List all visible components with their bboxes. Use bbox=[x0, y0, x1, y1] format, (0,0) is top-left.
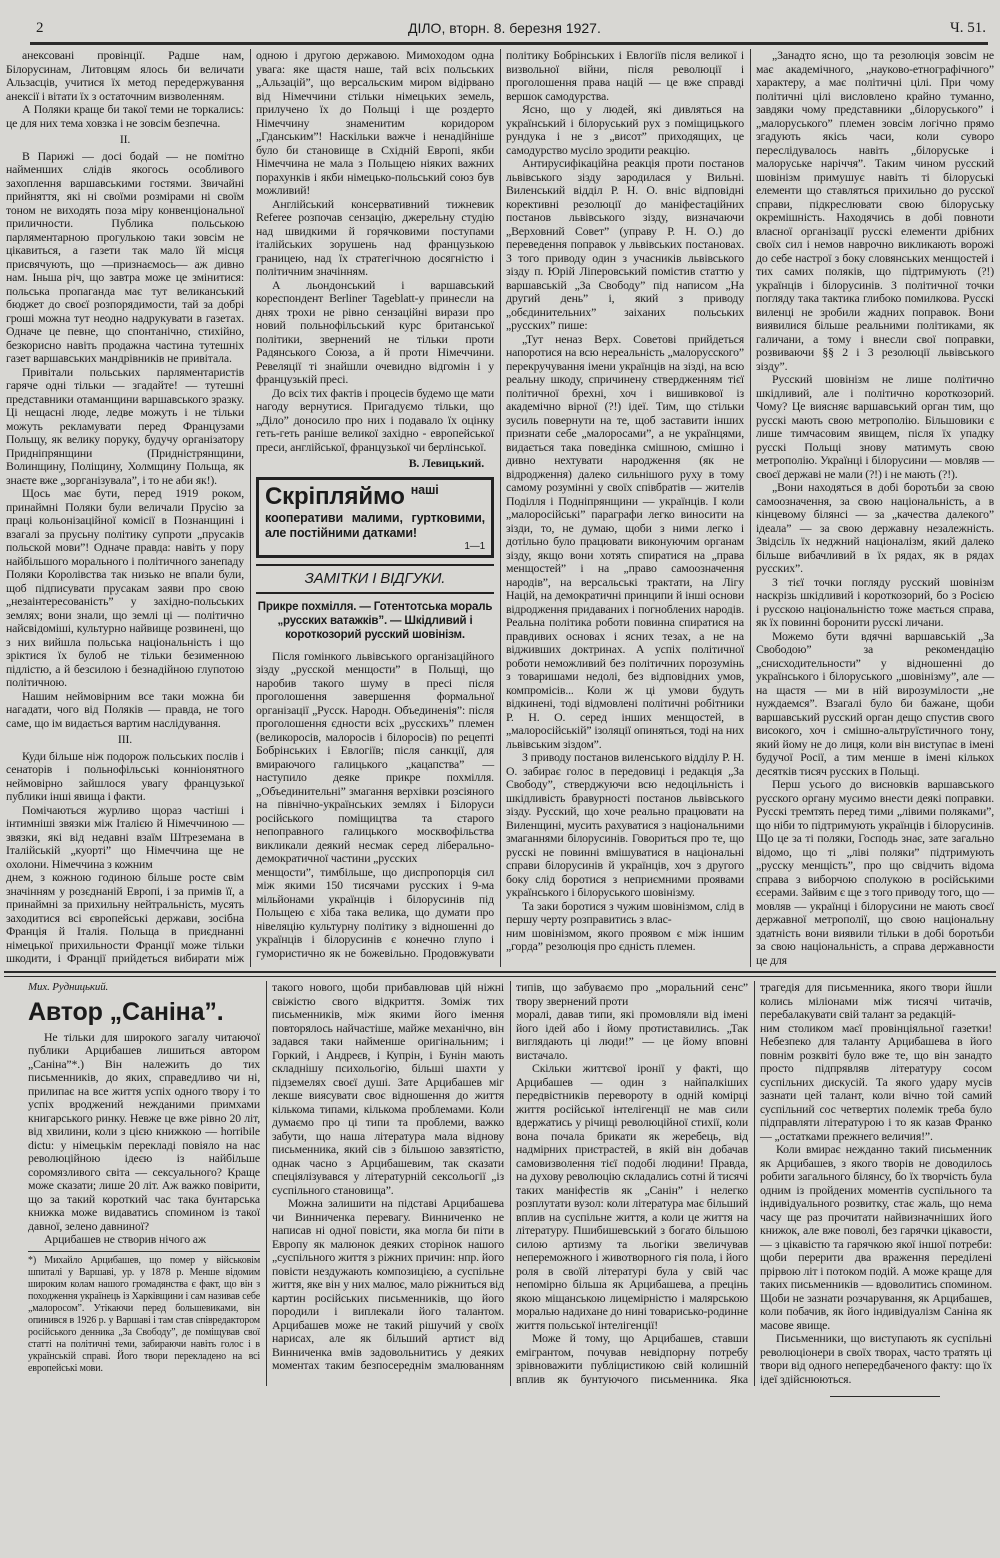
paragraph: Русский шовінізм не лише політично шкідливий, але і політично короткозорий. Чому? Це виясняє варшавський орган тим, що русскі мають свою метрополію. Більшовики є лише тимчасовим явищем, після їх упадку русскі Польщі знову матимуть свою метрополію. Українці і білорусини — мовляв — своєї державі не мали (?!) і не мають (?!). bbox=[756, 372, 994, 481]
paragraph: Ясно, що у людей, які дивляться на український і білоруський рух з поміщицького рундука і не з „висот” приходящих, це самодурство мусіло зродити реакцію. bbox=[506, 102, 744, 157]
page-number: 2 bbox=[36, 20, 44, 36]
paragraph: В Парижі — досі бодай — не помітно найменших слідів якогось особливого захоплення варшавськими гостями. Звичайні прийняття, які ні своїми розмірами ні своїм тоном не виходять поза міру конвенціональної приличности. Публика польською парляментарною прогулькою таки зовсім не цікавиться, а газети так мало їй місця присвячують, що —признаємось— аж дивно нам. Іньша річ, що завтра може це змінитися: польська пропаганда має тут великанський бюджет до своєї розпорядимости, тай за добрі гроші можна тут неодно надрукувати в газетах. Одначе це певне, що спонтанічно, стихійно, безкорисно навіть продажна частина тутешніх газет варшавських мандрівників не привітала. bbox=[6, 148, 244, 365]
footnote: *) Михайло Арцибашев, що помер у військовім шпиталі у Варшаві, ур. у 1878 р. Менше відомим широким колам нашого громадянства є факт, що він з походження українець із Харківщини і сам називав себе „малоросом”. Утікаючи перед большевиками, він опинився в 1926 р. у Варшаві і там став співредактором російського денника „За Свободу”, де поміщував свої статті на політичні теми, забираючи навіть голос і в українській справі. Його твори перекладено на всі европейські мови. bbox=[28, 1251, 260, 1375]
paragraph: Антирусифікаційна реакція проти постанов львівського зізду зародилася у Вильні. Виленський відділ Р. Н. О. вніс відповідні корективні резолюції до маніфестаційних постанов львівського зізду, визначаючи „Верховний Совет” (управу Р. Н. О.) до переведення поправок у львівських постановах. З того приводу один з учасників львівського зізду п. Юрій Ліперовський помістив статтю у варшавській „За Свободу” під написом „На другий день” і, який з приводу „обєдинительних” заіханих польських „русских” пише: bbox=[506, 156, 744, 332]
paragraph: Не тільки для широкого загалу читаючої публики Арцибашев лишиться автором „Саніна”*.) Він належить до тих письменників, до яких, справедливо чи ні, прилипає на все життя успіх одного твору і то успіх вроджений нежданими примхами книгарського ринку. Невже це вже рівно 20 літ, від хвилини, коли з цією книжкою — horribile dictu: у німецькім перекладі повіяло на нас революційною ідеєю із найбільше соромязливого світа — сексуального? Краще може сказати; лише 20 літ. Аж важко повірити, що за такий короткий час така бунтарська книжка може видаватись спомином із такої давної, зелено давниної? bbox=[28, 1029, 260, 1233]
paragraph: Привітали польських парляментаристів гаряче одні тільки — згадайте! — тутешні представники отаманщини варшавського зразку. Ці нещасні люде, ледве можуть і не тільки можуть рекламувати перед Французами Польщу, як велику поруку, будучу організатору Придніпрянщини (Придністрянщини, Волинщину, Поліщину, Холмщину Польща, як знаєте вже „зорганізувала”, і то не аби як!). bbox=[6, 364, 244, 487]
paragraph: До всіх тих фактів і процесів будемо ще мати нагоду вернутися. Пригадуємо тільки, що „Діло” доносило про них і подавало їх оцінку геть-геть раніше великої західно - европейської преси, англійської, французької чи берлінської. bbox=[256, 385, 494, 454]
section-header: ЗАМІТКИ І ВІДГУКИ. bbox=[256, 564, 494, 594]
subheadline: Прикре похмілля. — Готентотська мораль „русских ватажків”. — Шкідливий і короткозорий русский шовінізм. bbox=[257, 600, 493, 641]
masthead bbox=[0, 0, 1000, 42]
paragraph: „Тут неназ Верх. Советові прийдеться напоротися на всю нереальність „малорусского” перекручування імени українців на зізді, на всю реальну шкоду, спричинену ствердженням тієї політичної брехні, хоч і вишивкової із академічно вірної (?!) ідеї. Тим, що стільки зусиль повернути на те, щоб заставити інших признати себе „малоросами”, а не українцями, видається така поведінка смішною, смішно і дивно нехтувати народження (як не відродження) далеко сильнішого руху в тому самому розумінні у своїх співбратів — жителів Поділля і Подніпрянщини — українців. І коли „малоросійські” параграфи легко виносити на зізди, то, не думаю, щоби з ними легко і дотільно було працювати виконуючим органам зізду, якщо вони хотять спиратися на „права менщостей” і на „право самоозначення народів”, на версальські трактати, на Лігу Націй, на демократичні принципи й інші основи відродження придаваних і погноблених народів. Реальна політика роботи повинна спиратися на правдивих основах і ясних тезах, а не на відживших доктринах. А успіх політичної роботи неможливий без політичних порозумінь з товаришами недолі, без відповідних умов, компромісів... Коли ж ці умови будуть відкинені, тоді відмовлені політичні робітники Р. Н. О. серед інших менщостей, в „малоросійській” ізоляції опиняться, тоді на них львівським зіздом”. bbox=[506, 331, 744, 751]
paragraph: „Вони находяться в добі боротьби за свою самоозначення, за свою національність, а в кінцевому білянсі — за „качества далекого” ідеала” — за свою державну незалежність. Звідсіль їх неджний націоналізм, який далеко більше вибачливий в їх рядах, як в рядах русских”. bbox=[756, 480, 994, 575]
section-rule bbox=[4, 971, 996, 973]
paragraph: Скільки життєвої іронії у факті, що Арцибашев — один з найпалкіших передвістників перевороту в одній комірці життя російської інтелігенції не мав сили вдержатись у річищі революційної стихії, коли вона почала брикати як жеребець, від надмірних пристрастей, в якій він добачав самовизволення тієї подобі людини! Правда, на духову революцію складались сотні й тисячі таких маніфестів як „Санін” і нелегко розплутати вузол: коли література має більший вплив на суспільне життя, а коли це життя на літературу. Пшибишевський з богато більшою силою артизму та льогіки звеличував непереможного і животворного гія пола, і його роля в своїй літературі була у свій час непомірно більша як Арцибашева, а прецінь якою міщанською лицемірністю і малярською моралью надихане до нині товарисько-родинне життя польської інтелігенції! bbox=[516, 1061, 748, 1332]
paragraph: А Поляки краще би такої теми не торкались: це для них тема ховзка і не зовсім безпечна. bbox=[6, 102, 244, 130]
newspaper-title-date: ДІЛО, вторн. 8. березня 1927. bbox=[408, 20, 601, 36]
byline: Мих. Рудницький. bbox=[28, 981, 109, 993]
paragraph: Коли вмирає нежданно такий письменник як Арцибашев, з якого творів не доводилось робити загального білянсу, бо їх творчість була одним із пройдених моментів суспільного та індивідуального розвитку, стає жаль, що нема часу ще раз прочитати найвизначніших його книжок, але вже поволі, без гарячки цікавости, — з цікавістю та гарячкою якої іншої потреби: щоби перерити два враження переділені прірвою літ і потоком подій. А може краще для таких письменників — вдоволитись спомином. Щоби не зазнати розчарування, як Арцибашев, коли побачив, як його індивідуалізм Саніна як масове явище. bbox=[760, 1142, 992, 1332]
section-number: III. bbox=[117, 732, 133, 746]
ad-text: наші кооперативи малими, гуртковими, але постійними датками! bbox=[265, 482, 485, 540]
signature: В. Левицький. bbox=[408, 456, 484, 470]
paragraph: ним столиком маєї провінціяльної газетки! Небезпеко для таланту Арцибашева в його повнім розквіті було вже те, що він занадто просто підпрявляв літературу сосом суспільних дискусій. Та якого удару мусів зазнати цей талант, коли вічно той самий суспільний сос четвертих полемік треба було підправляти літературою і то як казав Франко — „остатками прежнего величия!”. bbox=[760, 1020, 992, 1143]
article-title: Автор „Саніна”. bbox=[28, 997, 224, 1026]
paragraph: Арцибашев не створив нічого аж bbox=[44, 1232, 206, 1246]
paragraph: З тієї точки погляду русский шовінізм наскрізь шкідливий і короткозорий, бо з Росією і русскою національністю тоже мається справа, як їх повинні боронити русскі личани. bbox=[756, 574, 994, 629]
paragraph: Після гомінкого львівського організаційного зізду „русской менщости” в Польщі, що наробив такого шуму в пресі після проголошення завершення формальної організації „Русск. Народн. Объединенія”: після проголошення єдности всіх „русскихъ” племен (великоросів, малоросів і білоросів) по рецепті Бобрінських і Евлогіїв; після санкції, для вмираючого галицького „кацапства” — наступило деяке прикре похмілля. „Объединительні” змагання верхівки розсіяного на північно-українських землях і Білоруси російського поміщицтва та старого непоправного галицького москвофільства викликали деякий несмак серед ліберально-демократичної частини „русских bbox=[256, 648, 494, 865]
paragraph: Може й тому, що Арцибашев, ставши емігрантом, почував невідпорну потребу зрівноважити публіцистикою свій колишній вплив як бунтуючого письменника. Яка трагедія для письменника, якого твори йшли колись міліонами між тисячі читачів, перебалакувати свій талант за редакцій- bbox=[516, 980, 992, 1386]
paragraph: ним шовінізмом, якого проявом є між іншим „горда” резолюція про єдність племен. bbox=[506, 925, 744, 953]
paragraph: менщости”, тимбільше, що диспропорція сил між якими 150 тисячами русских і 9-ма мільйонами українців і білорусинів під Польщею є хіба така велика, що думати про нівеляцію культурну політику з відношенні до українців і білорусинів є конечно глупо і гумористично як не божевільно. Продовжувати політику Бобрінських і Евлогіїв після великої і визвольної війни, після революції і проголошення права націй — це вже справді вершок самодурства. bbox=[256, 48, 744, 960]
ad-number: 1—1 bbox=[464, 540, 485, 552]
paragraph: Та заки боротися з чужим шовінізмом, слід в першу черту розправитись з влас- bbox=[506, 898, 744, 926]
paragraph: А льондонський і варшавський кореспондент Berliner Tageblatt-у принесли на днях трохи не рівно сензаційні вирази про новий польнофільський курс британської політики, звернений не тільки проти Радянського Союза, а й проти Німеччини. Ревеляції ті знайшли очевидно відгомін і у французькій пресі. bbox=[256, 277, 494, 386]
paragraph: моралі, давав типи, які промовляли від імені його ідей або і йому протиставились. „Так виглядають ці люди!” — це йому вповні вистачало. bbox=[516, 1007, 748, 1062]
issue-number: Ч. 51. bbox=[950, 20, 986, 36]
cooperative-ad bbox=[256, 477, 494, 558]
paragraph: Англійський консервативний тижневик Referee розпочав сензацію, джерельну студію над швидкими й горячковими поступами італійських зорушень над французькою границею, над їх стратегічною досягністю і політичним значінням. bbox=[256, 196, 494, 278]
paragraph: Можна залишити на підставі Арцибашева чи Винниченка перевагу. Винниченко не написав ні одної повісти, яка могла би піти в Европу як малюнок деяких сторінок нашого „суспільного життя з ріжних причин: нпр. його повісти нездужають композицією, а суспільне життя, яке він у них малює, мало ріжниться від картин російських письменників, що його породили і виплекали його талантом. Арцибашев може не такий рішучий у своїх нарисах, але як більший артист від Винниченка вмів задовольнитись у деяких моментах таким безпосереднім змалюванням типів, що забуваємо про „моральний сенс” твору звернений проти bbox=[272, 980, 748, 1372]
paragraph: „Занадто ясно, що та резолюція зовсім не має академічного, „науково-етнографічного” характеру, а має політичні цілі. При чому політичні цілі висловлено крайно туманно, завдяки чому представники „білоруського” і „малоруського” племен зовсім логічно прямо згадують якісь часи, коли суворо переслідувалось навіть „білоруське і малоруське наріччя”. Таким чином русский шовінізм примушує навіть ті білоруські елементи що ставляться прихильно до русскої справи, підкреслювати свою білоруську окремішність. Находячись в добі повноти власної організації русскі елементи дрібних своїх сил і немов наврочно викликають ворожі до себе настрої з боку словянських менщостей і тих самих поляків, що підтримують (?!) українців і білорусинів. З політичної точки погляду така тактика глибоко помилкова. Русскі виленці не зробили жадних поправок. Вони виявилися більше реальними політиками, як галичани, а тому і внесли свої поправки, розвиваючи §§ 2 і 3 резолюції львівського зізду”. bbox=[756, 48, 994, 373]
paragraph: Нашим неймовірним все таки можна би нагадати, чого від Поляків — правда, не того саме, що ім видається вартим наслідування. bbox=[6, 688, 244, 730]
paragraph: анексовані провінції. Радше нам, Білорусинам, Литовцям ялось би величати Альзасців, учитися їх метод передержування анексії і вітати їх з остаточним визволенням. bbox=[6, 48, 244, 103]
bottom-section-columns bbox=[0, 977, 1000, 1386]
paragraph: З приводу постанов виленського відділу Р. Н. О. забирає голос в передовиці і редакція „За Свободу”, стверджуючи всю недоцільність і шкідливість бравурності постанов львівського зізду. Русский, що хоче реально працювати на Виленщині, мусить рахуватися з національними змаганнями білорусинів. Говориться про те, що русскі не повинні вмішуватися в національні справи білорусинів й українців, хоч з другого боку слід боротися з неприємними проявами українського і білоруського шовінізму. bbox=[506, 750, 744, 899]
end-rule bbox=[830, 1396, 940, 1397]
paragraph: Письменники, що виступають як суспільні революціонери в своїх творах, часто тратять ці твори від одного непередбаченого факту: що їх ідеї здійснюються. bbox=[760, 1331, 992, 1386]
section-number: II. bbox=[119, 132, 131, 146]
paragraph: такого нового, щоби прибавлював цій ніжні свіжістю свого відкриття. Зоміж тих письменників, між якими його імення повторялось найчастіше, майже механічно, він задався таки найменше оригінальним; і Горкий, і Андреєв, і Купрін, і Бунін мають складнішу психольогію, більші шахти у підземелях своєї душі. Зате Арцибашев міг лекше виясувати своє відношення до життя кількома типами, кількома проблемами. Коли думаємо про ці типи та проблеми, важко забути, що наша література мала віднову письменника, який сів з більшою завзятістю, однак часно з Арцибашевим, так сказати спеціялізувався у літературній сексольогії „із суспільного становища”. bbox=[272, 980, 504, 1197]
top-section-columns bbox=[0, 45, 1000, 967]
ad-headline: Скріпляймо bbox=[265, 482, 405, 510]
paragraph: Перш усього до висновків варшавського русского органу мусимо внести деякі поправки. Русскі тремтять перед тими „лівими поляками”, що ніби то підтримують українців і білорусинів. Що це за ті поляки, Господь знає, зате загально відомо, що ті „ліві поляки” підтримують „русску менщість”, про що свідчить відома справа з виборчою сполукою в російськими єсерами. Зайвим є ще з того приводу того, що — мовляв — українці і білорусини не мають своєї державної метрополії, що свою національну здатність вони виявили тільки в добі боротьби за свою національність, а справа державности це для bbox=[756, 777, 994, 967]
paragraph: Куди більше ніж подорож польських послів і сенаторів і польнофільські конніонятного неймовірно зайшлося увагу французької публики інші явища і факти. bbox=[6, 748, 244, 803]
paragraph: днем, з кожною годиною більше росте свім значінням у розєднаній Европі, і за примів її, а принаймні за прихильну нейтральність, мусять заходитися всі європейські держави, зосібна Франція й Італія. Польща в приєднанні німецької прихильности Франції може тільки шкодити, і Франції прийдеться вибирати між одною і другою державою. Мимоходом одна увага: яке щастя наше, тай всіх польських „Альзацій”, що версальским миром відірвано від Німеччини стільки німецьких земель, прилучено їх до Польщі і ще роздерто Німеччину знаменитим коридором „Гданським”! Наскільки важче і ненадійніше було би становище в Східній Европі, якби Німеччина не мала з Польщею ніяких важних порахунків і якби німецько-польський союз був можливий! bbox=[6, 48, 494, 965]
paragraph: Щось має бути, перед 1919 роком, принаймні Поляки були величали Прусію за праці кольонізаційної комісії в Познанщині і взагалі за прусьну політику супроти „прусаків польской мови”! Одначе правда: навіть у пору найбільшого морального і політичного занепаду Поляки Королівства так низько не впали були, щоб підписувати прусакам заяви про свою „незаінтересованість” у західно-польських землях; вони знали, що землі ці — політично найсвідоміші, культурно найвище розвинені, що з них вийшла польська національність і що зріктися їх булоб не тільки безименною підлістю, а й безсилою і безнадійною глупотою політичною. bbox=[6, 486, 244, 689]
paragraph: Помічаються журливо щораз частіші і інтимніші звязки між Італією й Німеччиною — звязки, які від недавні взаїм Штреземана в Італійській „куорті” що Німеччина ще не охолони. Німеччина з кожним bbox=[6, 802, 244, 871]
paragraph: Можемо бути вдячні варшавській „За Свободою” за рекомендацію „снисходительности” у відношенні до українського і білоруського „шовінізму”, але — на щастя — ми в ній вирозумілости „не нуждаемся”. Взагалі було би бажане, щоби варшавський русский орган дещо спустив свого високого, хоч і смішно-альтруїстичного тону, який йому не до лиця, коли він виступає в імені будучої Росії, а тим менше в імені кількох десятків тисяч русских в Польщі. bbox=[756, 628, 994, 778]
